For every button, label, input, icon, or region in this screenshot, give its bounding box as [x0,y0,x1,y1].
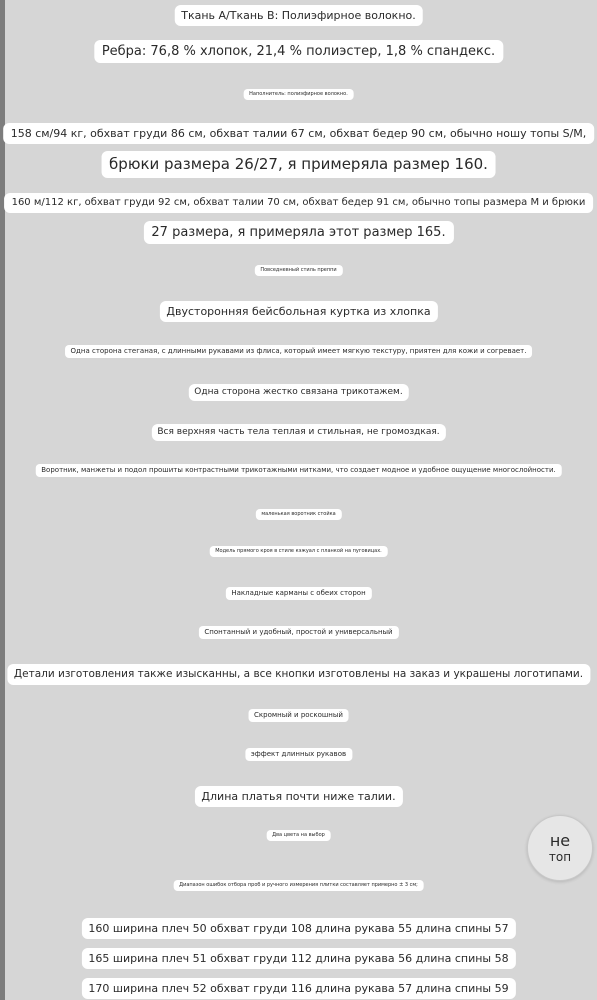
text-model1-line1: 158 см/94 кг, обхват груди 86 см, обхват талии 67 см, обхват бедер 90 см, обычно ношу топы S/M, [3,123,595,144]
back-to-top-button[interactable] [527,815,593,881]
text-two-colors: Два цвета на выбор [266,830,331,841]
text-pockets: Накладные карманы с обеих сторон [225,587,371,600]
text-rib: Ребра: 76,8 % хлопок, 21,4 % полиэстер, 1,8 % спандекс. [94,40,503,63]
text-stand-collar: маленькая воротник стойка [255,509,341,520]
text-error-range: Диапазон ошибок отбора проб и ручного измерения плитки составляет примерно ± 3 см; [173,880,424,891]
text-sleeve-effect: эффект длинных рукавов [245,748,352,761]
text-filler: Наполнитель: полиэфирное волокно. [243,89,354,100]
text-details: Детали изготовления также изысканны, а все кнопки изготовлены на заказ и украшены логотипами. [7,664,590,685]
text-side-quilted: Одна сторона стеганая, с длинными рукавами из флиса, который имеет мягкую текстуру, приятен для кожи и согревает. [65,345,533,358]
back-to-top-label-1: не [549,831,571,851]
text-side-knit: Одна сторона жестко связана трикотажем. [188,384,408,401]
text-style: Повседневный стиль преппи [254,265,342,276]
text-fabric: Ткань А/Ткань В: Полиэфирное волокно. [174,5,423,26]
text-warm-stylish: Вся верхняя часть тела теплая и стильная, не громоздкая. [151,424,445,441]
text-model1-line2: брюки размера 26/27, я примеряла размер 160. [101,151,496,178]
text-casual: Спонтанный и удобный, простой и универсальный [198,626,398,639]
size-row-160: 160 ширина плеч 50 обхват груди 108 длина рукава 55 длина спины 57 [81,918,515,939]
text-length: Длина платья почти ниже талии. [194,786,402,807]
size-row-165: 165 ширина плеч 51 обхват груди 112 длина рукава 56 длина спины 58 [81,948,515,969]
text-collar-cuffs: Воротник, манжеты и подол прошиты контрастными трикотажными нитками, что создает модное и удобное ощущение многослойности. [35,464,561,477]
left-edge-bar [0,0,5,1000]
text-model2-line1: 160 м/112 кг, обхват груди 92 см, обхват талии 70 см, обхват бедер 91 см, обычно топы размера M и брюки [4,193,594,213]
text-straight-cut: Модель прямого кроя в стиле кэжуал с планкой на пуговицах. [209,546,388,557]
text-modest: Скромный и роскошный [248,709,349,722]
text-model2-line2: 27 размера, я примеряла этот размер 165. [143,221,453,244]
size-row-170: 170 ширина плеч 52 обхват груди 116 длина рукава 57 длина спины 59 [81,978,515,999]
back-to-top-label-2: топ [548,850,572,865]
text-product-type: Двусторонняя бейсбольная куртка из хлопка [159,301,437,322]
